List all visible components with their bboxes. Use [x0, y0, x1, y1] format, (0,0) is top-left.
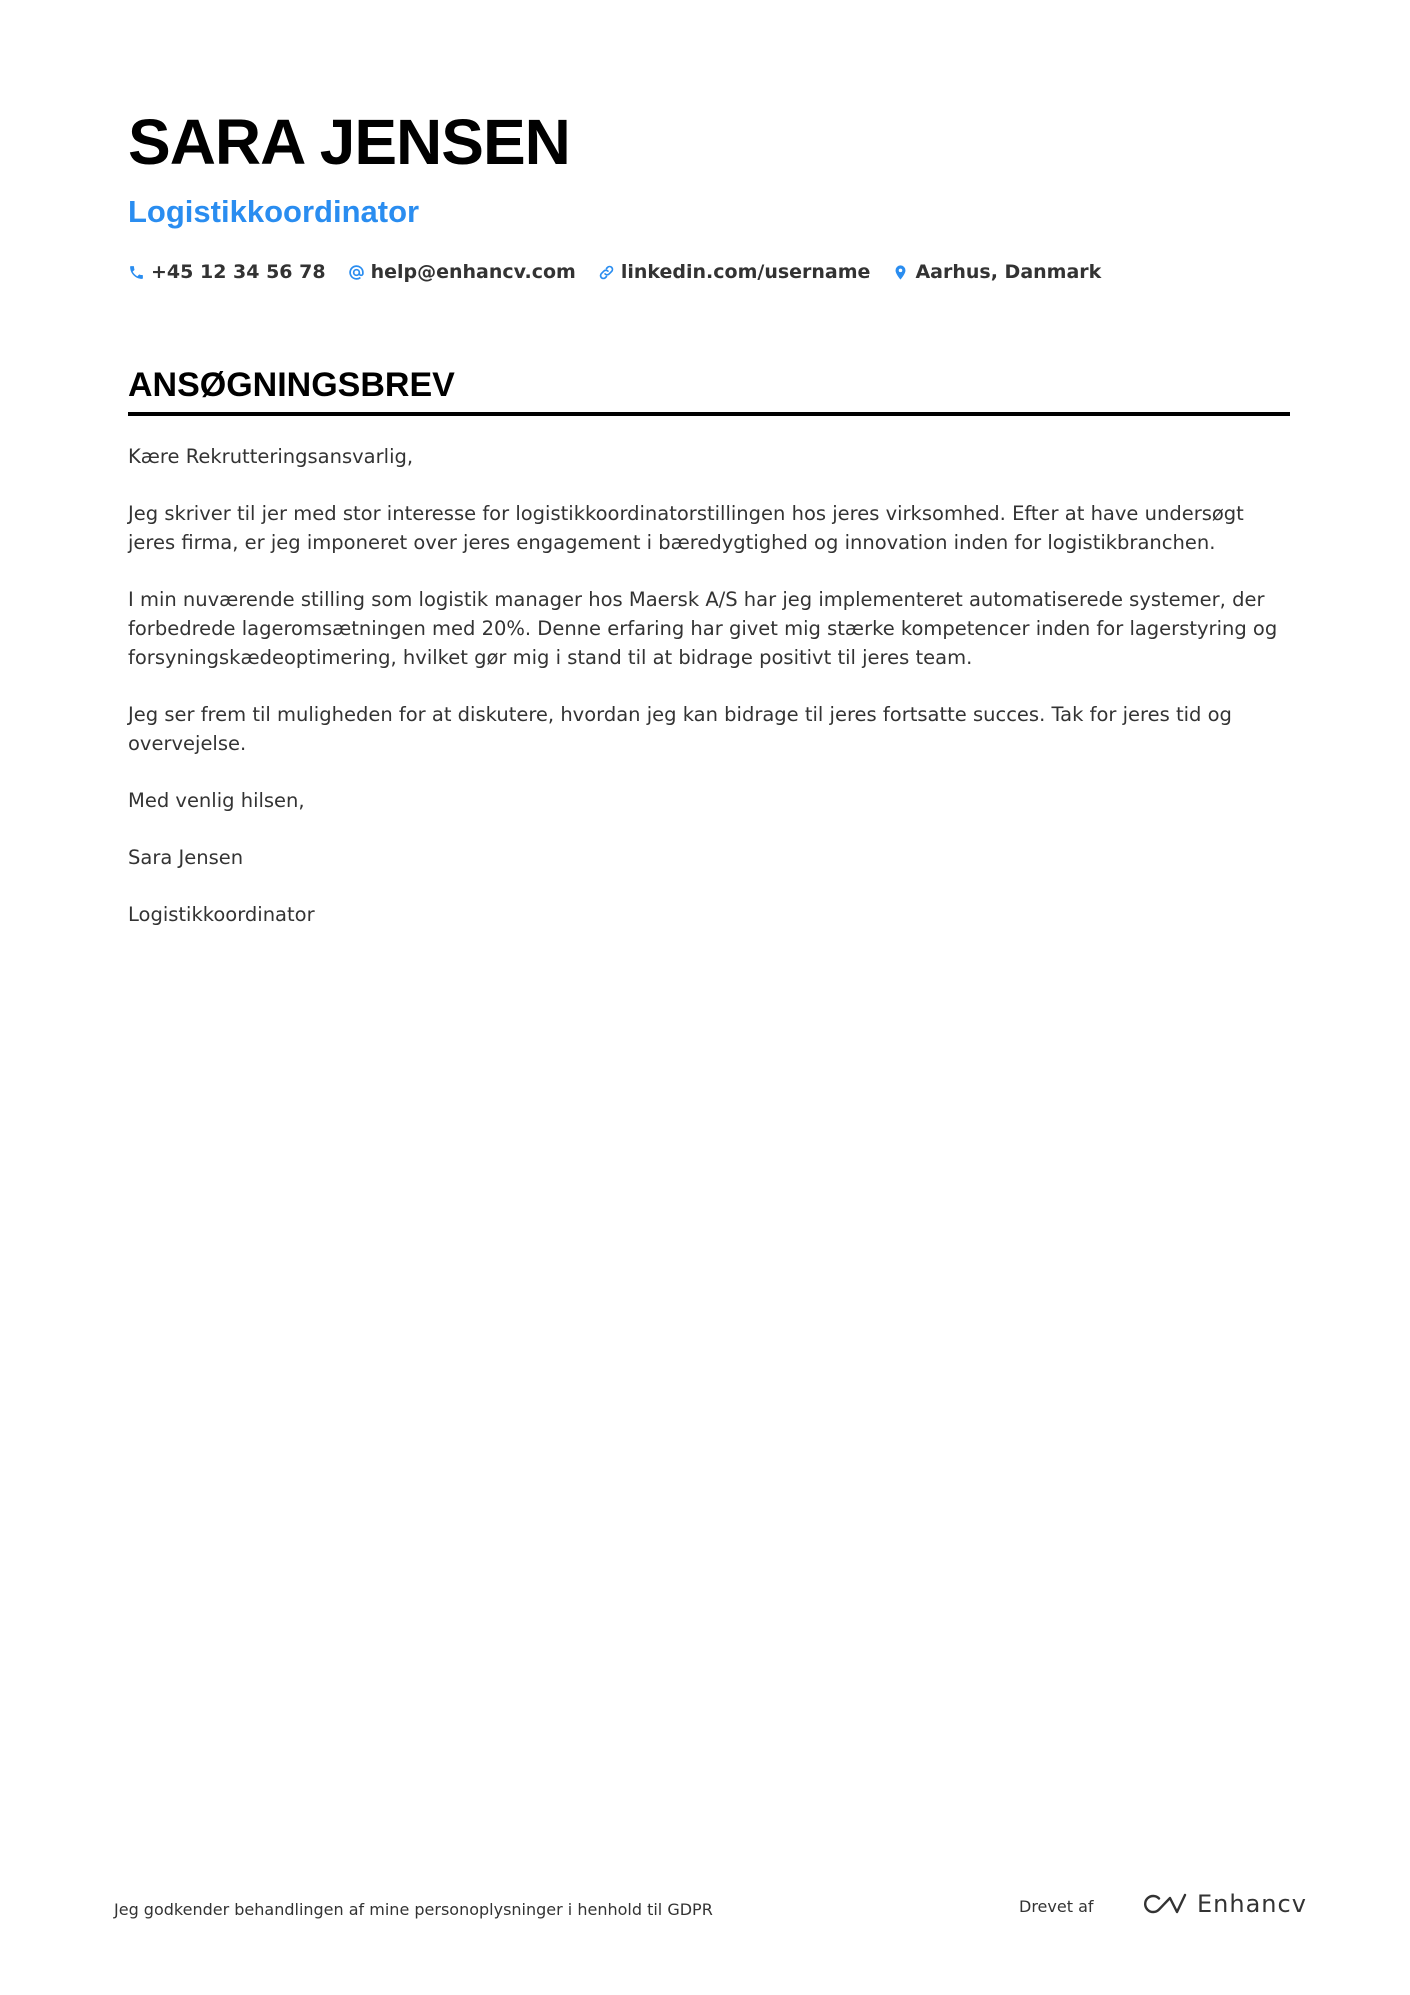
email-text[interactable]: help@enhancv.com — [370, 261, 576, 283]
letter-paragraph: I min nuværende stilling som logistik manager hos Maersk A/S har jeg implementeret automatiserede systemer, der forbedrede lageromsætningen med 20%. Denne erfaring har givet mig stærke kompetencer inden for lagerstyring og forsyningskædeoptimering, hvilket gør mig i stand til at bidrage positivt til jeres team. — [128, 588, 1278, 669]
location-text: Aarhus, Danmark — [915, 261, 1102, 283]
signature-name: Sara Jensen — [128, 846, 244, 869]
link-icon — [598, 264, 615, 281]
letter-paragraph: Jeg skriver til jer med stor interesse for logistikkoordinatorstillingen hos jeres virksomhed. Efter at have undersøgt jeres firma, er jeg imponeret over jeres engagement i bæredygtighed og innovation inden for logistikbranchen. — [128, 502, 1244, 554]
at-icon — [348, 264, 365, 281]
letter-closing: Med venlig hilsen, — [128, 789, 305, 812]
letter-salutation: Kære Rekrutteringsansvarlig, — [128, 445, 414, 468]
header — [128, 106, 1288, 283]
enhancv-brand[interactable] — [1139, 1890, 1307, 1918]
contact-location — [892, 261, 1101, 283]
contact-bar — [128, 261, 1288, 283]
powered-by-label: Drevet af — [1019, 1897, 1094, 1916]
candidate-title: Logistikkoordinator — [128, 194, 420, 229]
enhancv-logo-icon — [1139, 1890, 1187, 1918]
location-pin-icon — [892, 264, 909, 281]
signature-title: Logistikkoordinator — [128, 903, 315, 926]
section-title: ANSØGNINGSBREV — [128, 368, 1290, 416]
contact-linkedin[interactable] — [598, 261, 871, 283]
phone-text: +45 12 34 56 78 — [151, 261, 326, 283]
contact-email[interactable] — [348, 261, 576, 283]
footer — [114, 1890, 1307, 1930]
contact-phone — [128, 261, 326, 283]
brand-name: Enhancv — [1197, 1890, 1307, 1918]
letter-paragraph: Jeg ser frem til muligheden for at diskutere, hvordan jeg kan bidrage til jeres fortsatte succes. Tak for jeres tid og overvejelse. — [128, 703, 1232, 755]
candidate-name: SARA JENSEN — [128, 106, 570, 178]
gdpr-consent: Jeg godkender behandlingen af mine personoplysninger i henhold til GDPR — [114, 1900, 713, 1919]
cover-letter-section — [128, 368, 1290, 957]
letter-body — [128, 442, 1290, 929]
phone-icon — [128, 264, 145, 281]
linkedin-text[interactable]: linkedin.com/username — [620, 261, 871, 283]
